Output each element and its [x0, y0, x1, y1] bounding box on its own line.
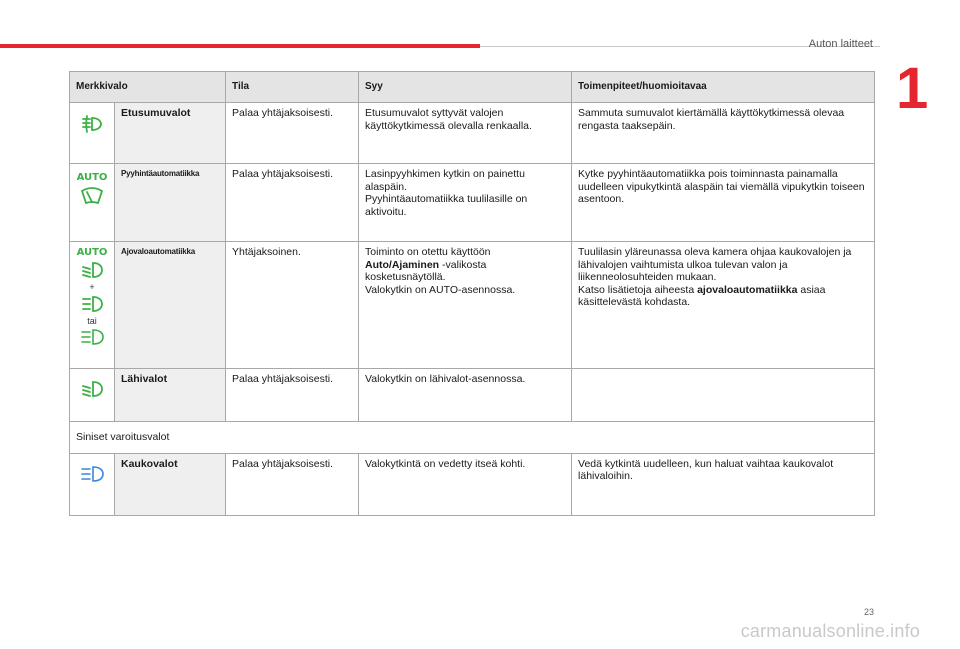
cause-line: Toiminto on otettu käyttöön [365, 246, 491, 258]
section-title: Auton laitteet [808, 38, 873, 50]
icon-cell [70, 164, 115, 242]
indicator-name: Kaukovalot [115, 453, 226, 515]
column-header-cause: Syy [359, 72, 572, 103]
table-row [70, 369, 875, 422]
or-label: tai [87, 316, 97, 326]
plus-sign: + [89, 282, 95, 292]
cause-line: -valikosta kosketusnäytöllä. [365, 258, 487, 283]
cause-cell: Etusumuvalot syttyvät valojen käyttökytkimessä olevalla renkaalla. [359, 103, 572, 164]
high-beam-icon [80, 294, 104, 314]
action-cell: Sammuta sumuvalot kiertämällä käyttökytkimessä olevaa rengasta taaksepäin. [572, 103, 875, 164]
column-header-state: Tila [226, 72, 359, 103]
icon-cell [70, 453, 115, 515]
warning-lights-table [69, 71, 875, 516]
front-fog-light-icon [80, 113, 104, 135]
action-line: asiaa käsittelevästä kohdasta. [578, 283, 826, 308]
watermark: carmanualsonline.info [740, 621, 920, 641]
state-cell: Palaa yhtäjaksoisesti. [226, 164, 359, 242]
cause-line: Valokytkin on AUTO-asennossa. [365, 283, 516, 296]
high-beam-icon [78, 328, 106, 346]
reference-topic: ajovaloautomatiikka [697, 283, 798, 296]
auto-low-beam-icon [80, 260, 104, 280]
cause-cell: Lasinpyyhkimen kytkin on painettu alaspäin. Pyyhintäautomatiikka tuulilasille on aktivoitu. [359, 164, 572, 242]
page-number: 23 [863, 607, 874, 617]
header-accent-bar [0, 44, 480, 48]
icon-cell [70, 242, 115, 369]
chapter-number: 1 [896, 56, 929, 121]
indicator-name: Ajovaloautomatiikka [115, 242, 226, 369]
column-header-indicator: Merkkivalo [70, 72, 226, 103]
icon-cell [70, 103, 115, 164]
state-cell: Palaa yhtäjaksoisesti. [226, 369, 359, 422]
icon-cell [70, 369, 115, 422]
action-cell: Kytke pyyhintäautomatiikka pois toiminnasta painamalla uudelleen vipukytkintä alaspäin tai viemällä vipukytkin toiseen asentoon. [572, 164, 875, 242]
cause-cell: Valokytkin on lähivalot-asennossa. [359, 369, 572, 422]
action-cell [572, 242, 875, 369]
state-cell: Palaa yhtäjaksoisesti. [226, 103, 359, 164]
high-beam-icon [78, 464, 106, 484]
table-row [70, 242, 875, 369]
auto-label: AUTO [76, 247, 108, 258]
low-beam-icon [80, 379, 104, 399]
action-cell: Vedä kytkintä uudelleen, kun haluat vaihtaa kaukovalot lähivaloihin. [572, 453, 875, 515]
section-row [70, 422, 875, 454]
table-header-row [70, 72, 875, 103]
state-cell: Palaa yhtäjaksoisesti. [226, 453, 359, 515]
indicator-name: Pyyhintäautomatiikka [115, 164, 226, 242]
action-line: Katso lisätietoja aiheesta [578, 283, 698, 296]
indicator-name: Lähivalot [115, 369, 226, 422]
auto-wiper-icon [79, 185, 105, 207]
column-header-action: Toimenpiteet/huomioitavaa [572, 72, 875, 103]
state-cell: Yhtäjaksoinen. [226, 242, 359, 369]
table-row [70, 103, 875, 164]
action-cell [572, 369, 875, 422]
table-row [70, 453, 875, 515]
indicator-name: Etusumuvalot [115, 103, 226, 164]
cause-cell: Valokytkintä on vedetty itseä kohti. [359, 453, 572, 515]
table-row [70, 164, 875, 242]
action-line: Tuulilasin yläreunassa oleva kamera ohjaa kaukovalojen ja lähivalojen vaihtumista ulkoa tulevan valon ja liikenneolosuhteiden mukaan. [578, 246, 852, 283]
section-label: Siniset varoitusvalot [70, 422, 875, 454]
auto-label: AUTO [76, 172, 108, 183]
cause-cell [359, 242, 572, 369]
menu-name: Auto/Ajaminen [365, 258, 440, 271]
